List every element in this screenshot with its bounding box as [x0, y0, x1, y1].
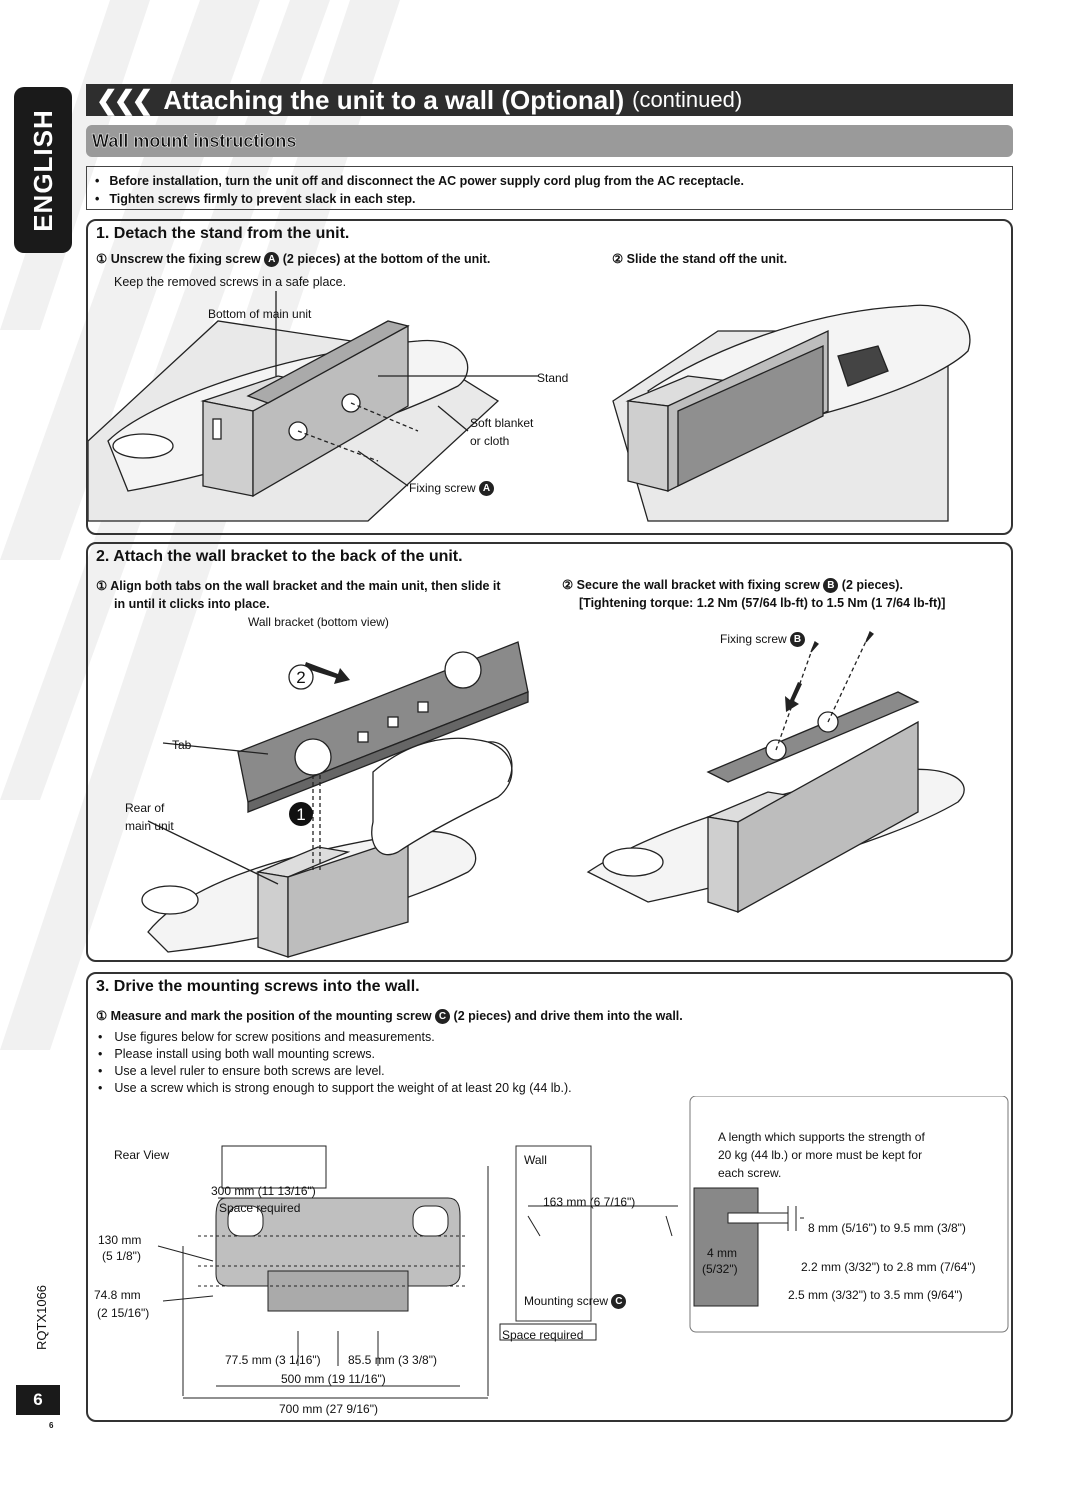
dim-4: 4 mm — [707, 1246, 737, 1260]
warning-item: • Before installation, turn the unit off and disconnect the AC power supply cord plug from the AC receptacle. — [95, 172, 1004, 190]
step-3-bullet: • Use figures below for screw positions and measurements. — [98, 1029, 435, 1046]
screw-a-badge: A — [264, 252, 279, 267]
page-number-small: 6 — [49, 1421, 54, 1430]
step-3-title: 3. Drive the mounting screws into the wall. — [96, 978, 420, 995]
step-2-instruction-1-line-2: in until it clicks into place. — [114, 597, 270, 611]
label-wall: Wall — [524, 1153, 547, 1167]
screw-c-badge: C — [611, 1294, 626, 1309]
label-rear-1: Rear of — [125, 801, 165, 815]
dim-163: 163 mm (6 7/16") — [543, 1195, 636, 1209]
dim-74-in: (2 15/16") — [97, 1306, 150, 1320]
step-2-instruction-1-line-1: ① Align both tabs on the wall bracket and the main unit, then slide it — [96, 579, 501, 593]
dim-130-in: (5 1/8") — [102, 1249, 141, 1263]
label-space-top-2: Space required — [219, 1201, 301, 1215]
step-3-panel — [86, 972, 1013, 1422]
step-1-instruction-2: ② Slide the stand off the unit. — [612, 252, 788, 266]
dim-22: 2.2 mm (3/32") to 2.8 mm (7/64") — [801, 1260, 976, 1274]
bracket-attach-illustration — [88, 622, 1011, 962]
step-3-bullet: • Please install using both wall mounting screws. — [98, 1046, 375, 1063]
label-bottom-of-main-unit: Bottom of main unit — [208, 307, 312, 321]
dim-700: 700 mm (27 9/16") — [279, 1402, 378, 1416]
dim-8: 8 mm (5/16") to 9.5 mm (3/8") — [808, 1221, 966, 1235]
label-stand: Stand — [537, 371, 569, 385]
screw-c-badge: C — [435, 1009, 450, 1024]
page-number: 6 — [16, 1385, 60, 1415]
step-1-panel — [86, 219, 1013, 535]
page-title: Attaching the unit to a wall (Optional) — [163, 84, 625, 115]
dim-25: 2.5 mm (3/32") to 3.5 mm (9/64") — [788, 1288, 963, 1302]
step-number-1: 1 — [296, 805, 306, 824]
label-fixing-screw-a: Fixing screw A — [409, 479, 494, 497]
step-2-torque: [Tightening torque: 1.2 Nm (57/64 lb-ft) to 1.5 Nm (1 7/64 lb-ft)] — [579, 596, 946, 610]
dim-85: 85.5 mm (3 3/8") — [348, 1353, 437, 1367]
dim-500: 500 mm (19 11/16") — [281, 1372, 386, 1386]
length-note-3: each screw. — [718, 1166, 782, 1180]
section-title: Wall mount instructions — [92, 130, 297, 151]
label-rear-2: main unit — [125, 819, 174, 833]
step-1-instruction-1: ① Unscrew the fixing screw A (2 pieces) at the bottom of the unit. — [96, 252, 491, 266]
page-title-bar — [86, 84, 1013, 116]
label-mounting-screw: Mounting screw C — [524, 1292, 626, 1310]
step-3-bullet: • Use a level ruler to ensure both screws are level. — [98, 1063, 385, 1080]
step-2-panel — [86, 542, 1013, 962]
label-soft-blanket-1: Soft blanket — [470, 416, 534, 430]
step-3-instruction: ① Measure and mark the position of the mounting screw C (2 pieces) and drive them into the wall. — [96, 1009, 683, 1023]
dim-77: 77.5 mm (3 1/16") — [225, 1353, 321, 1367]
step-2-title: 2. Attach the wall bracket to the back of the unit. — [96, 548, 463, 565]
label-wall-bracket: Wall bracket (bottom view) — [248, 615, 389, 629]
chevron-icon: ❮❮❮ — [96, 84, 150, 115]
document-code: RQTX1066 — [34, 1284, 49, 1350]
label-space-required: Space required — [502, 1328, 584, 1342]
step-1-title: 1. Detach the stand from the unit. — [96, 225, 350, 242]
section-title-bar — [86, 125, 1013, 157]
warning-item: • Tighten screws firmly to prevent slack in each step. — [95, 190, 1004, 208]
dim-4-in: (5/32") — [702, 1262, 738, 1276]
warning-box — [86, 166, 1013, 210]
label-fixing-screw-b: Fixing screw B — [720, 630, 805, 648]
language-tab: ENGLISH — [14, 87, 72, 253]
length-note-2: 20 kg (44 lb.) or more must be kept for — [718, 1148, 923, 1162]
dim-74: 74.8 mm — [94, 1288, 141, 1302]
label-soft-blanket-2: or cloth — [470, 434, 510, 448]
dim-130: 130 mm — [98, 1233, 142, 1247]
screw-b-badge: B — [823, 578, 838, 593]
label-space-top-1: 300 mm (11 13/16") — [211, 1184, 316, 1198]
stand-removal-illustration — [88, 291, 1011, 531]
screw-b-badge: B — [790, 632, 805, 647]
step-3-bullet: • Use a screw which is strong enough to support the weight of at least 20 kg (44 lb.). — [98, 1080, 572, 1097]
step-1-note: Keep the removed screws in a safe place. — [114, 275, 347, 289]
label-rear-view: Rear View — [114, 1148, 170, 1162]
screw-a-badge: A — [479, 481, 494, 496]
label-tab: Tab — [172, 738, 192, 752]
page-title-suffix: (continued) — [632, 87, 743, 112]
step-number-2: 2 — [296, 668, 306, 687]
step-2-instruction-2: ② Secure the wall bracket with fixing screw B (2 pieces). — [562, 578, 903, 592]
length-note-1: A length which supports the strength of — [718, 1130, 925, 1144]
